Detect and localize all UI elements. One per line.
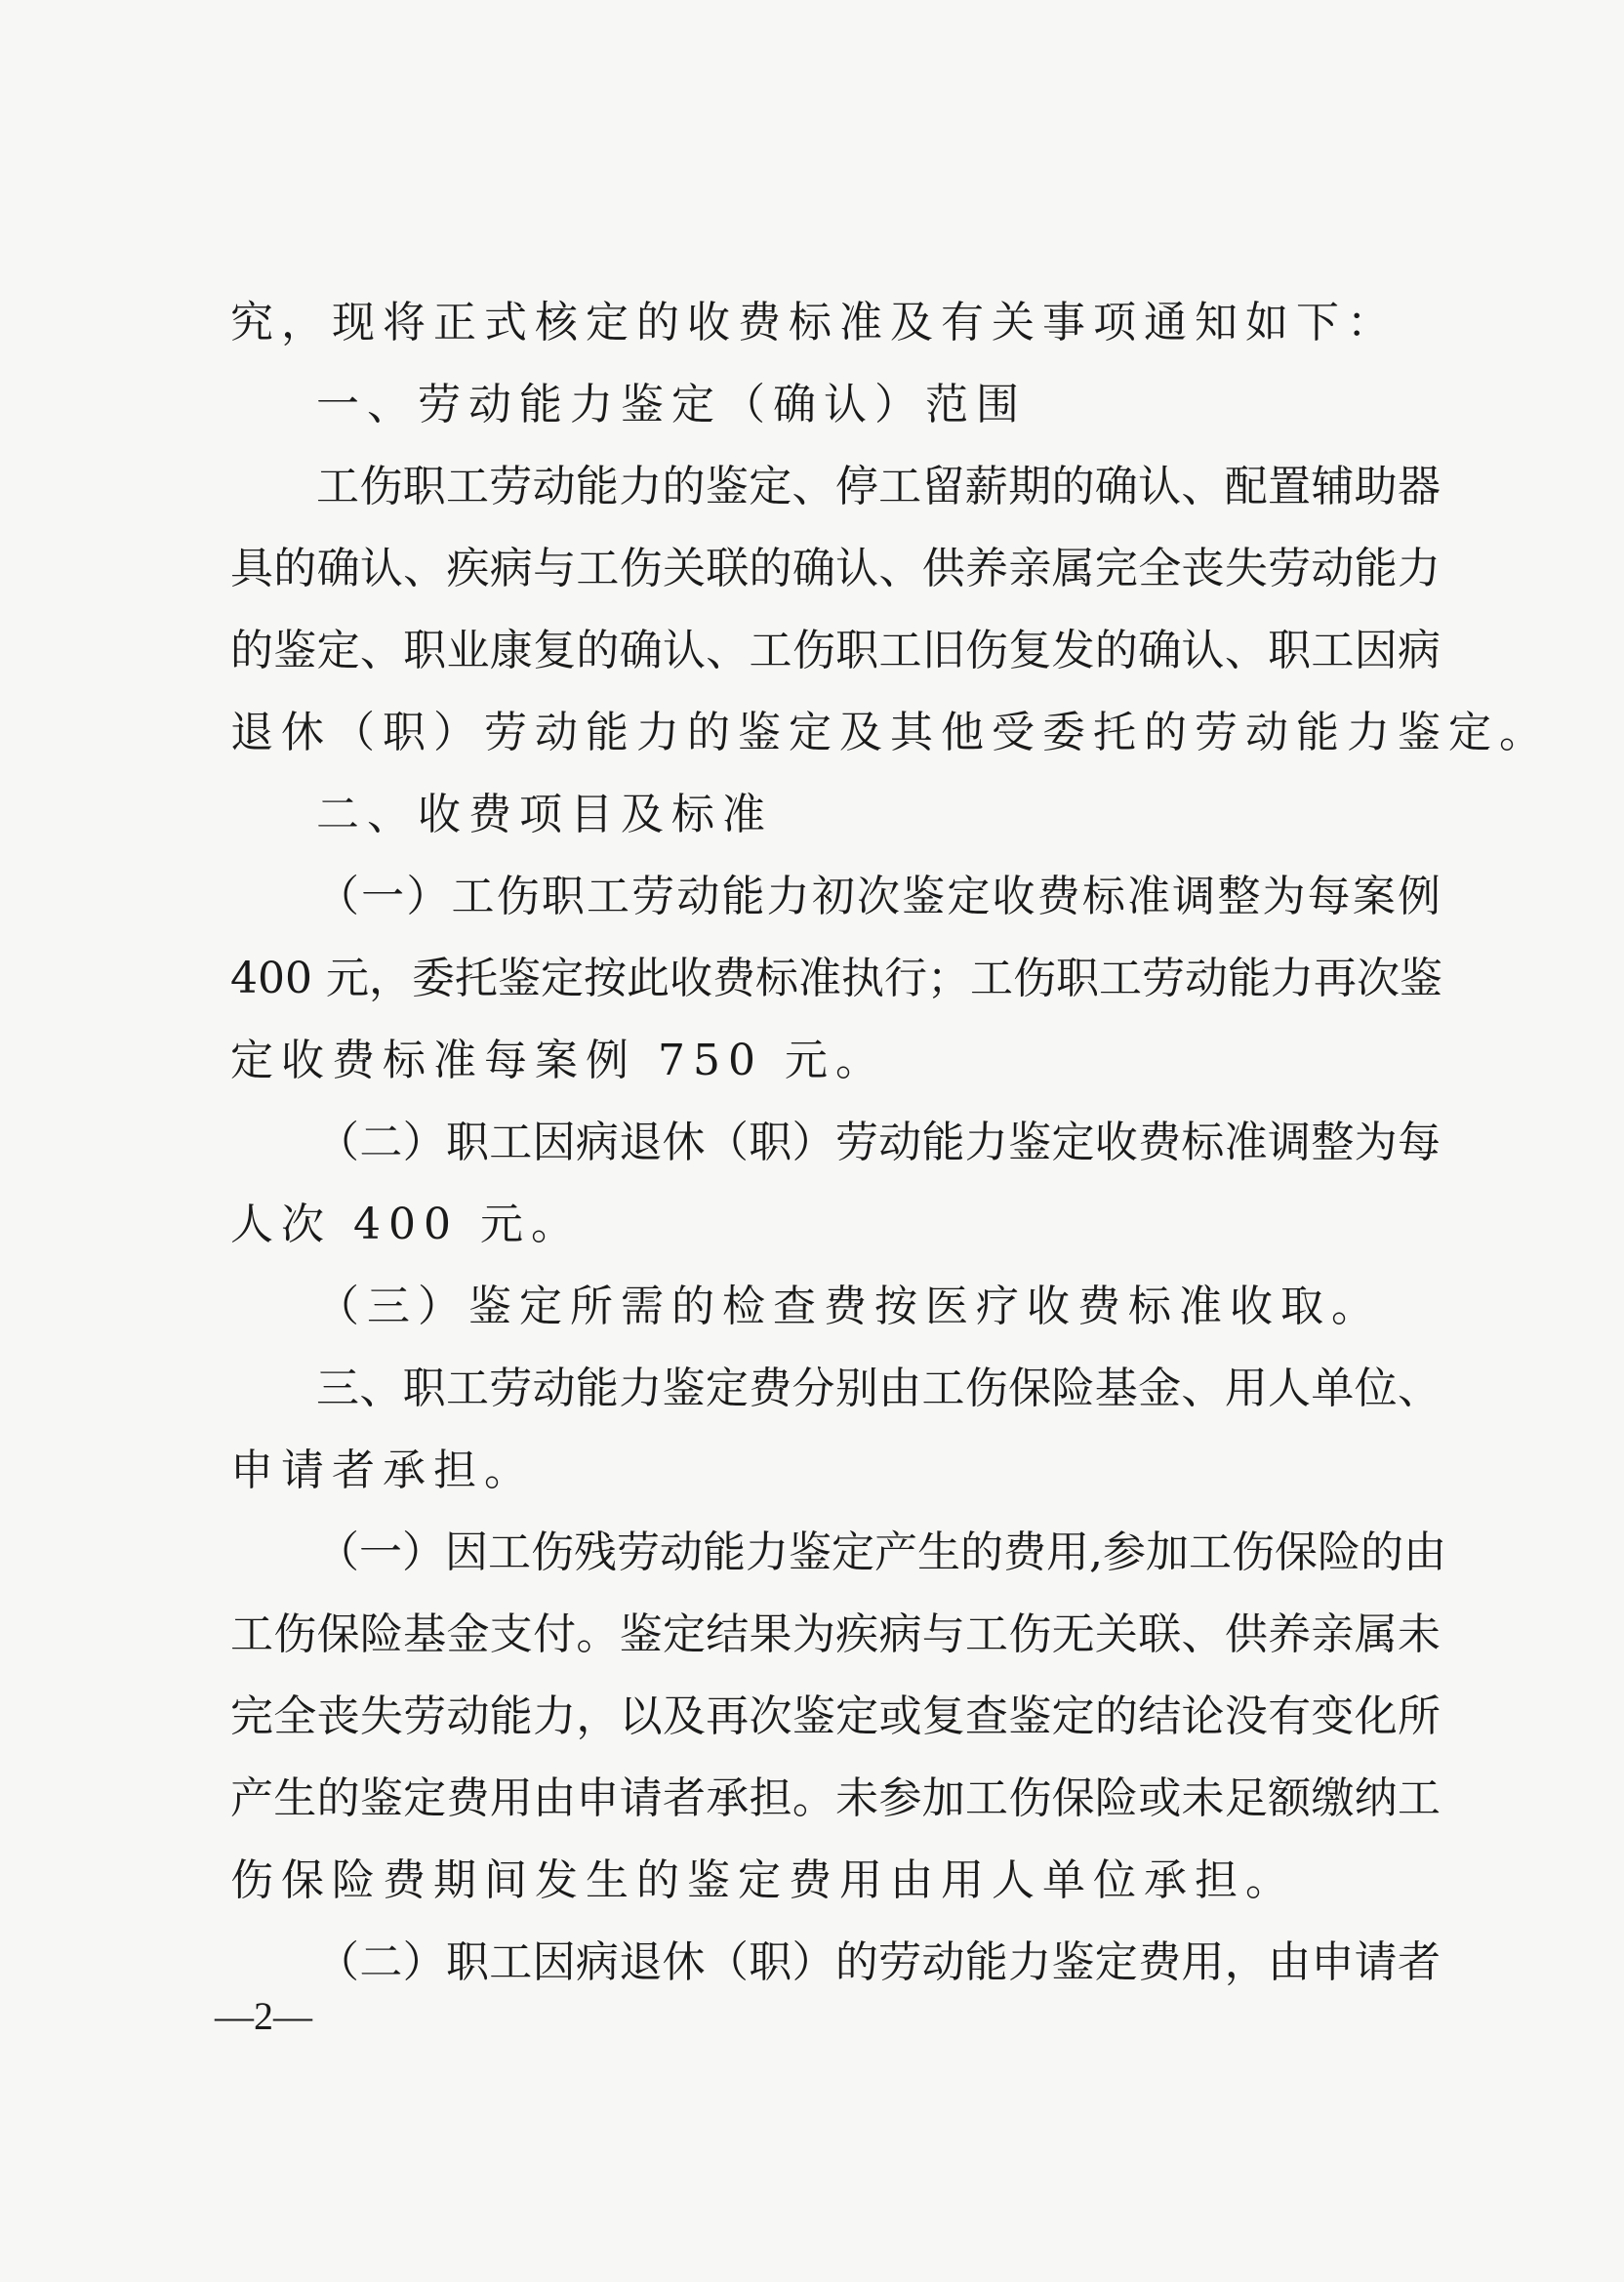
text-line-4: 具的确认、疾病与工伤关联的确认、供养亲属完全丧失劳动能力 — [230, 544, 1441, 593]
section-heading-1: 一、劳动能力鉴定（确认）范围 — [316, 380, 1027, 429]
text-line-10: 定收费标准每案例 750 元。 — [230, 1036, 886, 1085]
text-line-19: 产生的鉴定费用由申请者承担。未参加工伤保险或未足额缴纳工 — [230, 1773, 1441, 1823]
text-line-13: （三）鉴定所需的检查费按医疗收费标准收取。 — [316, 1282, 1382, 1331]
text-line-16: （一）因工伤残劳动能力鉴定产生的费用,参加工伤保险的由 — [316, 1528, 1446, 1577]
text-line-20: 伤保险费期间发生的鉴定费用由用人单位承担。 — [230, 1855, 1296, 1905]
text-line-21: （二）职工因病退休（职）的劳动能力鉴定费用，由申请者 — [316, 1937, 1441, 1987]
text-line-12: 人次 400 元。 — [230, 1200, 582, 1249]
section-heading-3: 三、职工劳动能力鉴定费分别由工伤保险基金、用人单位、 — [316, 1364, 1441, 1413]
text-line-11: （二）职工因病退休（职）劳动能力鉴定收费标准调整为每 — [316, 1118, 1441, 1167]
text-line-8: （一）工伤职工劳动能力初次鉴定收费标准调整为每案例 — [316, 872, 1441, 921]
text-line-9: 400 元，委托鉴定按此收费标准执行；工伤职工劳动能力再次鉴 — [230, 954, 1442, 1003]
text-line-15: 申请者承担。 — [230, 1446, 535, 1495]
text-line-17: 工伤保险基金支付。鉴定结果为疾病与工伤无关联、供养亲属未 — [230, 1610, 1441, 1659]
text-line-6: 退休（职）劳动能力的鉴定及其他受委托的劳动能力鉴定。 — [230, 708, 1550, 757]
page-number: —2— — [215, 1994, 312, 2038]
text-line-18: 完全丧失劳动能力，以及再次鉴定或复查鉴定的结论没有变化所 — [230, 1691, 1441, 1741]
text-line-1: 究，现将正式核定的收费标准及有关事项通知如下： — [230, 298, 1398, 347]
text-line-5: 的鉴定、职业康复的确认、工伤职工旧伤复发的确认、职工因病 — [230, 626, 1441, 675]
text-line-3: 工伤职工劳动能力的鉴定、停工留薪期的确认、配置辅助器 — [316, 462, 1441, 511]
section-heading-2: 二、收费项目及标准 — [316, 790, 773, 839]
